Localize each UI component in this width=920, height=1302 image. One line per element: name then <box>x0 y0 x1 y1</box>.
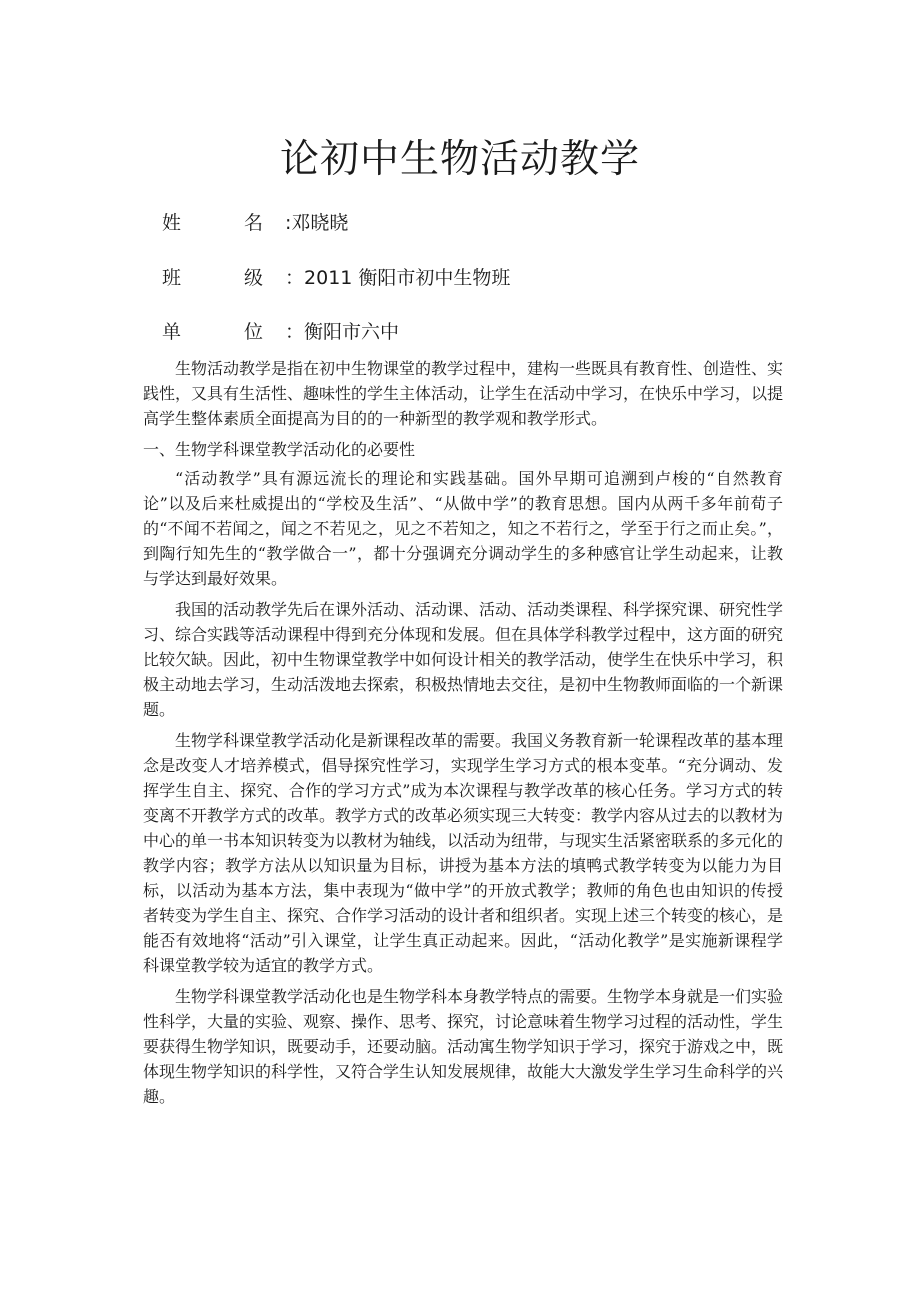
section-heading: 一、生物学科课堂教学活动化的必要性 <box>143 440 416 459</box>
class-row <box>162 263 510 290</box>
paragraph: 生物学科课堂教学活动化是新课程改革的需要。我国义务教育新一轮课程改革的基本理念是改变人才培养模式，倡导探究性学习，实现学生学习方式的根本变革。“充分调动、发挥学生自主、探究、合作的学习方式”成为本次课程与教学改革的核心任务。学习方式的转变离不开教学方式的改革。教学方式的改革必须实现三大转变：教学内容从过去的以教材为中心的单一书本知识转变为以教材为轴线，以活动为纽带，与现实生活紧密联系的多元化的教学内容；教学方法从以知识量为目标，讲授为基本方法的填鸭式教学转变为以能力为目标，以活动为基本方法，集中表现为“做中学”的开放式教学；教师的角色也由知识的传授者转变为学生自主、探究、合作学习活动的设计者和组织者。实现上述三个转变的核心，是能否有效地将“活动”引入课堂，让学生真正动起来。因此，“活动化教学”是实施新课程学科课堂教学较为适宜的教学方式。 <box>143 731 784 975</box>
author-name-row <box>162 208 348 235</box>
paragraph: 生物学科课堂教学活动化也是生物学科本身教学特点的需要。生物学本身就是一们实验性科学，大量的实验、观察、操作、思考、探究，讨论意味着生物学习过程的活动性，学生要获得生物学知识，既要动手，还要动脑。活动寓生物学知识于学习，探究于游戏之中，既体现生物学知识的科学性，又符合学生认知发展规律，故能大大激发学生学习生命科学的兴趣。 <box>143 987 784 1106</box>
unit-value: ：衡阳市六中 <box>285 321 400 343</box>
author-name-value: :邓晓晓 <box>285 212 349 234</box>
author-name-label: 姓 名 <box>162 212 286 234</box>
paragraph: “活动教学”具有源远流长的理论和实践基础。国外早期可追溯到卢梭的“自然教育论”以及后来杜威提出的“学校及生活”、“从做中学”的教育思想。国内从两千多年前荀子的“不闻不若闻之，闻之不若见之，见之不若知之，知之不若行之，学至于行之而止矣。”，到陶行知先生的“教学做合一”，都十分强调充分调动学生的多种感官让学生动起来，让教与学达到最好效果。 <box>143 469 783 588</box>
paragraph: 我国的活动教学先后在课外活动、活动课、活动、活动类课程、科学探究课、研究性学习、综合实践等活动课程中得到充分体现和发展。但在具体学科教学过程中，这方面的研究比较欠缺。因此，初中生物课堂教学中如何设计相关的教学活动，使学生在快乐中学习，积极主动地去学习，生动活泼地去探索，积极热情地去交往，是初中生物教师面临的一个新课题。 <box>143 600 784 719</box>
class-value: ：2011 衡阳市初中生物班 <box>285 267 511 289</box>
class-label: 班 级 <box>162 267 286 289</box>
paragraph-intro: 生物活动教学是指在初中生物课堂的教学过程中，建构一些既具有教育性、创造性、实践性，又具有生活性、趣味性的学生主体活动，让学生在活动中学习，在快乐中学习，以提高学生整体素质全面提高为目的的一种新型的教学观和教学形式。 <box>143 359 784 428</box>
unit-label: 单 位 <box>162 321 286 343</box>
document-title: 论初中生物活动教学 <box>279 137 640 182</box>
article-body <box>143 356 783 1115</box>
unit-row <box>162 317 399 344</box>
